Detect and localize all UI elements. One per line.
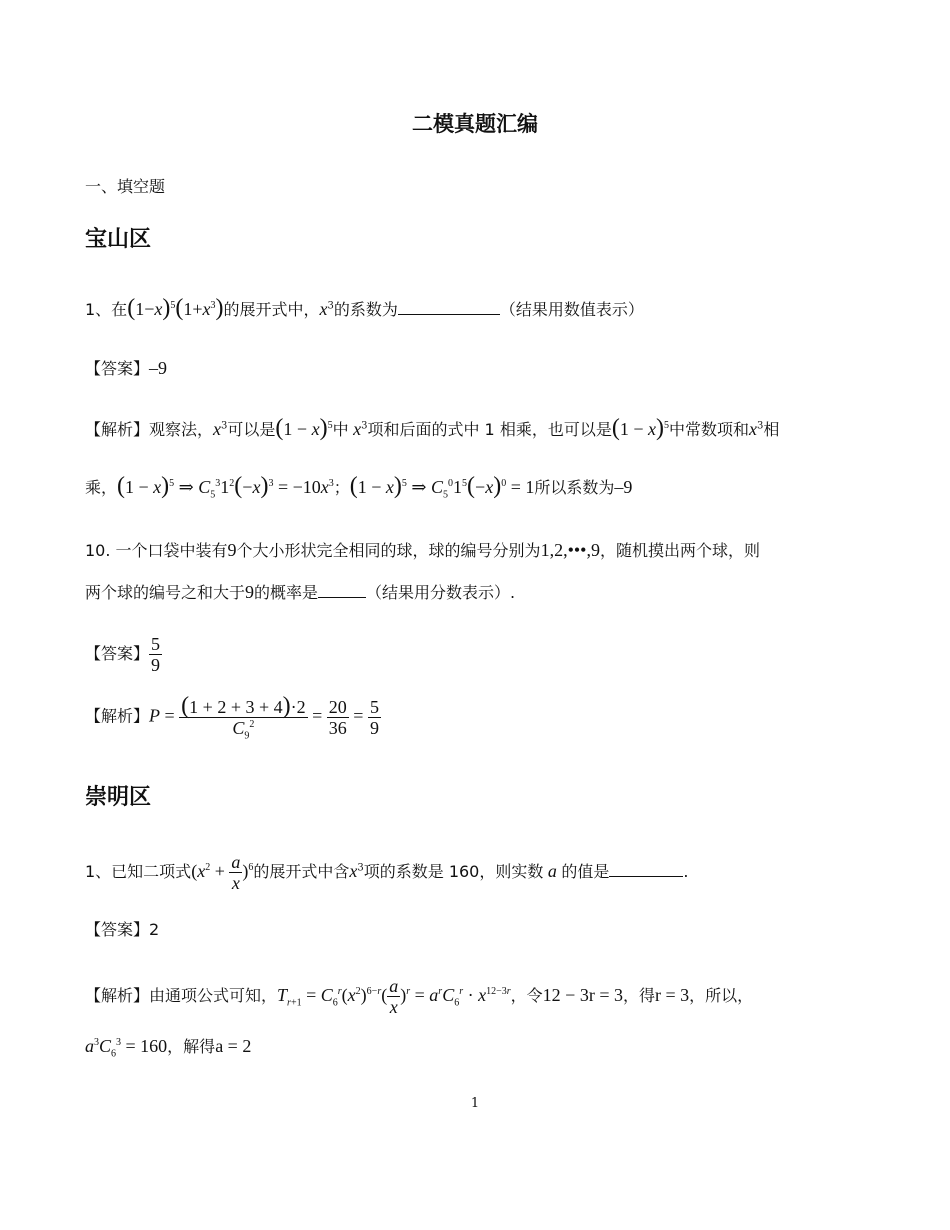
district-heading-baoshan: 宝山区 — [85, 227, 152, 252]
answer-blank — [318, 581, 366, 598]
analysis-1-line1: 【解析】观察法，$x^3$可以是$(1 - x)^5$中 $x^3$项和后面的式中 1 相乘，也可以是$(1 - x)^5$中常数项和$x^3$相 — [85, 415, 780, 441]
page-number: 1 — [470, 1096, 480, 1111]
analysis-cm-1-line1: 【解析】由通项公式可知，$T_{r+1} = C_6^r(x^2)^{6-r}$( $\frac{a}{x}$ )$^r = a^rC_6^r \cdot x^{12-3r}$，令12 − 3r = 3，得r = 3，所以， — [85, 976, 754, 1017]
analysis-10: 【解析】P = $\frac{(1 + 2 + 3 + 4)\cdot 2}{C_9^2}$ = $\frac{20}{36}$ = $\frac{5}{9}$ — [85, 693, 379, 742]
answer-blank — [609, 860, 683, 877]
question-cm-1: 1、已知二项式($x^2$ + $\frac{a}{x}$ )$^6$的展开式中含$x^3$项的系数是 160，则实数 a 的值是 . — [85, 852, 689, 893]
question-1: 1、在$(1-x)^5(1+x^3)$的展开式中，$x^3$的系数为 （结果用数值表示） — [85, 295, 644, 321]
analysis-1-line2: 乘，$(1 - x)^5$ ⇒ $C_5^31^2(-x)^3 = -10x^3$；$(1 - x)^5$ ⇒ $C_5^01^5(-x)^0 = 1$所以系数为–9 — [85, 473, 633, 501]
analysis-cm-1-line2: $a^3C_6^3 = 160$，解得a = 2 — [85, 1036, 252, 1060]
page-title: 二模真题汇编 — [412, 112, 538, 136]
district-heading-chongming: 崇明区 — [85, 785, 152, 810]
answer-cm-1: 【答案】2 — [85, 920, 160, 939]
section-heading: 一、填空题 — [85, 177, 166, 196]
answer-blank — [398, 298, 500, 315]
question-10-line1: 10. 一个口袋中装有9个大小形状完全相同的球，球的编号分别为1,2,•••,9，随机摸出两个球，则 — [85, 540, 760, 560]
answer-1: 【答案】–9 — [85, 358, 168, 378]
answer-10: 【答案】 $\frac{5}{9}$ — [85, 634, 161, 675]
question-10-line2: 两个球的编号之和大于9的概率是 （结果用分数表示）. — [85, 582, 516, 602]
